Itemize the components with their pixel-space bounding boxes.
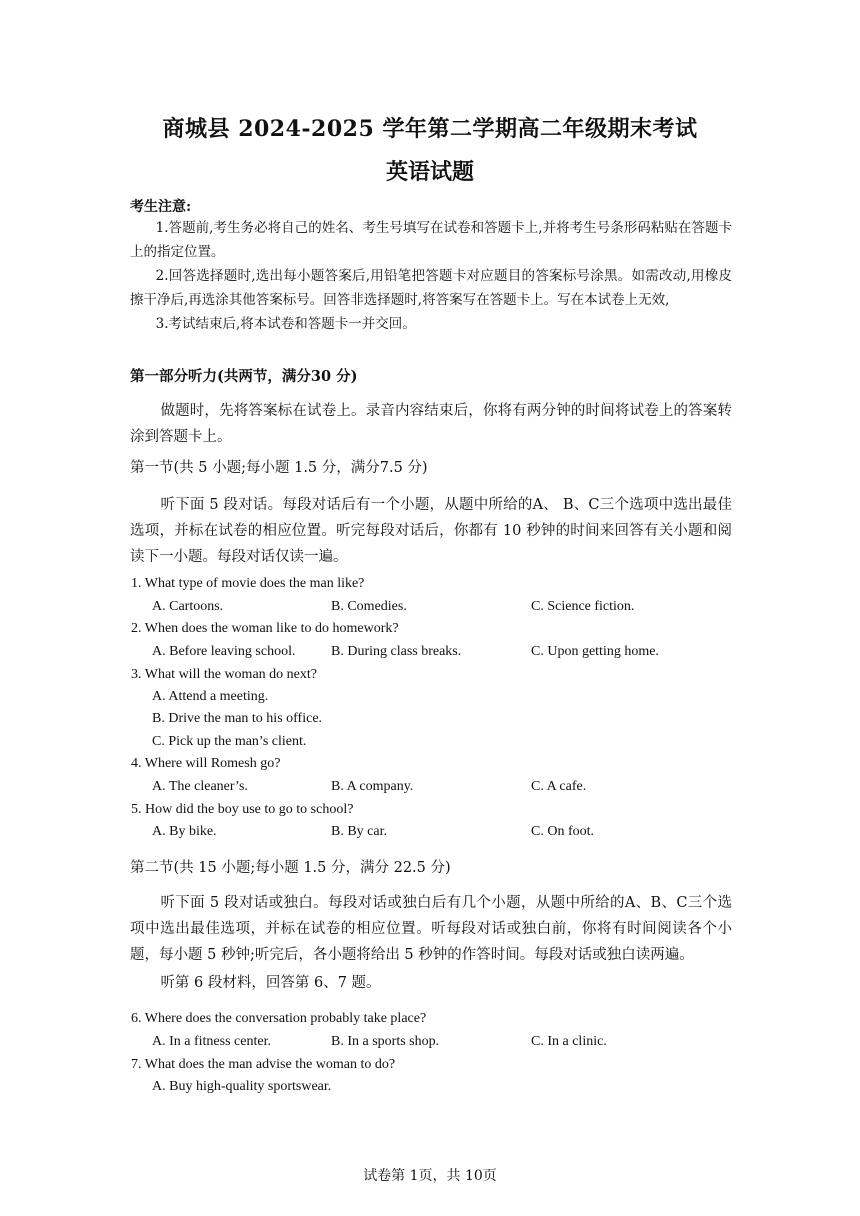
q6-option-c: C. In a clinic. [531, 1034, 607, 1049]
notice-list [130, 216, 732, 336]
q4-option-a: A. The cleaner’s. [152, 779, 248, 794]
question-3: 3. What will the woman do next? [131, 667, 317, 682]
notice-heading: 考生注意: [130, 199, 192, 215]
exam-title: 商城县 2024-2025 学年第二学期高二年级期末考试 [162, 116, 698, 142]
notice-item: 3.考试结束后,将本试卷和答题卡一并交回。 [155, 316, 416, 332]
q4-option-c: C. A cafe. [531, 779, 587, 794]
page-footer: 试卷第 1页，共 10页 [363, 1168, 497, 1184]
exam-subtitle: 英语试题 [385, 159, 474, 185]
section2-instruction: 听下面 5 段对话或独白。每段对话或独白后有几个小题，从题中所给的A、B、C三个选项中选出最佳选项，并标在试卷的相应位置。听每段对话或独白前，你将有时间阅读各个小题，每小题 5 秒钟;听完后，各小题将给出 5 秒钟的作答时间。每段对话或独白读两遍。 [130, 895, 732, 963]
section2-instruction-block [130, 890, 732, 968]
q1-option-b: B. Comedies. [331, 599, 407, 614]
question-4: 4. Where will Romesh go? [131, 756, 281, 771]
part1-heading: 第一部分听力(共两节，满分30 分) [130, 368, 358, 385]
section1-instruction: 听下面 5 段对话。每段对话后有一个小题，从题中所给的A、 B、C三个选项中选出最佳选项，并标在试卷的相应位置。听完每段对话后，你都有 10 秒钟的时间来回答有关小题和阅读下一小题。每段对话仅读一遍。 [130, 497, 732, 565]
q3-option-a: A. Attend a meeting. [152, 689, 269, 704]
q2-option-a: A. Before leaving school. [152, 644, 296, 659]
notice-item: 1.答题前,考生务必将自己的姓名、考生号填写在试卷和答题卡上,并将考生号条形码粘贴在答题卡上的指定位置。 [130, 220, 732, 260]
question-5: 5. How did the boy use to go to school? [131, 802, 354, 817]
question-7: 7. What does the man advise the woman to do? [131, 1057, 396, 1072]
part1-instruction-block [130, 398, 732, 450]
question-6: 6. Where does the conversation probably take place? [131, 1011, 427, 1026]
q2-option-b: B. During class breaks. [331, 644, 462, 659]
material-note-block [130, 970, 732, 996]
q5-option-b: B. By car. [331, 824, 387, 839]
q6-option-b: B. In a sports shop. [331, 1034, 440, 1049]
q1-option-c: C. Science fiction. [531, 599, 635, 614]
material-note: 听第 6 段材料，回答第 6、7 题。 [160, 975, 381, 991]
section2-heading: 第二节(共 15 小题;每小题 1.5 分，满分 22.5 分) [130, 860, 451, 876]
q6-option-a: A. In a fitness center. [152, 1034, 271, 1049]
section1-instruction-block [130, 492, 732, 570]
q1-option-a: A. Cartoons. [152, 599, 224, 614]
q5-option-c: C. On foot. [531, 824, 594, 839]
q4-option-b: B. A company. [331, 779, 414, 794]
q2-option-c: C. Upon getting home. [531, 644, 659, 659]
question-2: 2. When does the woman like to do homework? [131, 621, 399, 636]
part1-instruction: 做题时，先将答案标在试卷上。录音内容结束后，你将有两分钟的时间将试卷上的答案转涂到答题卡上。 [130, 403, 732, 445]
q5-option-a: A. By bike. [152, 824, 217, 839]
q3-option-b: B. Drive the man to his office. [152, 711, 323, 726]
notice-item: 2.回答选择题时,选出每小题答案后,用铅笔把答题卡对应题目的答案标号涂黑。如需改动,用橡皮擦干净后,再选涂其他答案标号。回答非选择题时,将答案写在答题卡上。写在本试卷上无效, [130, 268, 732, 308]
section1-heading: 第一节(共 5 小题;每小题 1.5 分，满分7.5 分) [130, 460, 428, 476]
q7-option-a: A. Buy high-quality sportswear. [152, 1079, 332, 1094]
q3-option-c: C. Pick up the man’s client. [152, 734, 307, 749]
question-1: 1. What type of movie does the man like? [131, 576, 365, 591]
